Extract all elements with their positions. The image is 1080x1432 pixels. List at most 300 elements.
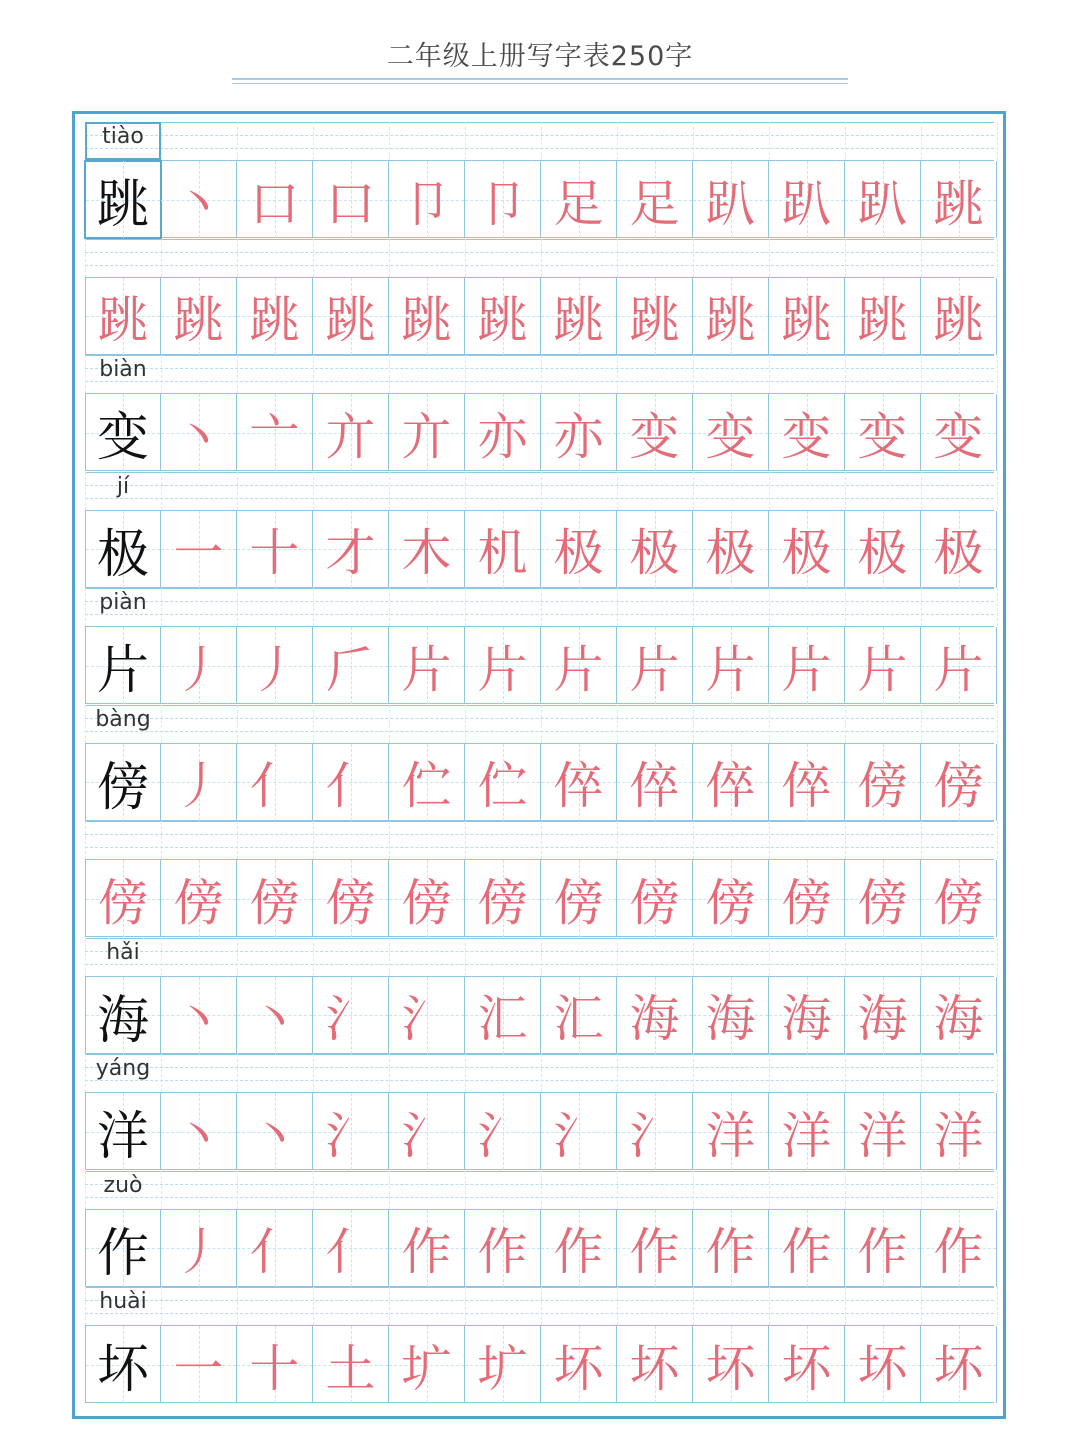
pinyin-guide-divider [465, 122, 466, 160]
pinyin-guide-divider [693, 1287, 694, 1325]
stroke-step-character: 作 [857, 1223, 908, 1281]
stroke-step-character: 口 [325, 174, 376, 233]
stroke-step-character: 丿 [173, 1223, 224, 1281]
pinyin-label: biàn [99, 357, 147, 382]
pinyin-guide-divider [693, 355, 694, 393]
stroke-step-character: 片 [477, 640, 528, 699]
stroke-step-character: 跳 [553, 291, 604, 349]
stroke-step-character: 极 [781, 524, 832, 582]
pinyin-guide-line [85, 1287, 994, 1288]
stroke-step-character: 丶 [249, 1106, 300, 1165]
stroke-step-cell [693, 278, 769, 355]
pinyin-guide-divider [161, 588, 162, 626]
pinyin-guide-line [85, 239, 994, 240]
pinyin-band [85, 705, 994, 743]
stroke-step-cell [617, 1326, 693, 1403]
pinyin-guide-divider [161, 472, 162, 510]
stroke-step-character: 极 [705, 524, 756, 582]
pinyin-guide-divider [161, 355, 162, 393]
pinyin-guide-divider [161, 122, 162, 160]
model-character: 跳 [96, 175, 149, 235]
stroke-step-cell [693, 394, 769, 471]
pinyin-guide-divider [541, 1054, 542, 1092]
stroke-step-character: 傍 [781, 873, 832, 932]
pinyin-guide-divider [313, 239, 314, 277]
pinyin-guide-line [85, 1067, 994, 1068]
stroke-step-character: 跳 [401, 291, 452, 349]
stroke-step-cell [921, 511, 997, 588]
pinyin-guide-divider [541, 239, 542, 277]
stroke-step-character: 坏 [857, 1339, 908, 1398]
stroke-step-character: 丿 [249, 640, 300, 699]
pinyin-guide-divider [465, 239, 466, 277]
pinyin-band [85, 1171, 994, 1209]
stroke-step-character: 海 [857, 990, 908, 1048]
stroke-step-cell [313, 1210, 389, 1287]
pinyin-guide-divider [997, 588, 998, 626]
writing-sheet [72, 111, 1006, 1419]
stroke-step-cell [313, 161, 389, 238]
stroke-step-character: 海 [705, 990, 756, 1048]
pinyin-guide-divider [237, 355, 238, 393]
pinyin-guide-divider [921, 1171, 922, 1209]
stroke-step-cell [845, 394, 921, 471]
stroke-step-cell [465, 394, 541, 471]
stroke-step-character: 跳 [933, 291, 984, 349]
stroke-step-cell [389, 744, 465, 821]
stroke-step-cell [161, 1093, 237, 1170]
pinyin-guide-divider [465, 355, 466, 393]
pinyin-guide-divider [465, 1054, 466, 1092]
pinyin-band [85, 355, 994, 393]
character-row [85, 821, 994, 937]
pinyin-guide-divider [541, 821, 542, 859]
stroke-step-cell [541, 1093, 617, 1170]
tianzige-grid [85, 1325, 994, 1403]
stroke-step-cell [617, 161, 693, 238]
stroke-step-cell [465, 1326, 541, 1403]
title-underline [232, 78, 848, 80]
stroke-step-character: 变 [781, 407, 832, 466]
pinyin-guide-divider [997, 938, 998, 976]
stroke-step-character: 跳 [477, 291, 528, 349]
stroke-step-cell [161, 1326, 237, 1403]
pinyin-band [85, 1287, 994, 1325]
pinyin-guide-divider [313, 122, 314, 160]
pinyin-guide-line [85, 705, 994, 706]
stroke-step-character: 坏 [933, 1339, 984, 1398]
pinyin-guide-divider [237, 1287, 238, 1325]
stroke-step-character: 十 [249, 1339, 300, 1398]
pinyin-guide-divider [693, 239, 694, 277]
stroke-step-character: 汇 [477, 990, 528, 1048]
pinyin-guide-divider [769, 821, 770, 859]
pinyin-guide-divider [237, 1054, 238, 1092]
stroke-step-character: 坏 [629, 1339, 680, 1398]
pinyin-guide-line [85, 472, 994, 473]
tianzige-grid [85, 626, 994, 704]
pinyin-guide-divider [769, 1287, 770, 1325]
pinyin-guide-divider [541, 705, 542, 743]
pinyin-label: bàng [95, 706, 151, 732]
stroke-step-character: 作 [553, 1223, 604, 1281]
model-character-cell [85, 1326, 161, 1403]
title-underline-thin [232, 83, 848, 84]
stroke-step-cell [769, 511, 845, 588]
stroke-step-character: 亻 [249, 1223, 300, 1281]
stroke-step-character: 丶 [173, 174, 224, 233]
stroke-step-character: 跳 [629, 291, 680, 349]
pinyin-guide-divider [693, 122, 694, 160]
stroke-step-character: 圹 [401, 1339, 452, 1398]
character-row [85, 1287, 994, 1403]
pinyin-guide-divider [237, 472, 238, 510]
pinyin-guide-divider [237, 239, 238, 277]
pinyin-guide-divider [921, 938, 922, 976]
pinyin-band [85, 239, 994, 277]
pinyin-guide-line [85, 588, 994, 589]
pinyin-guide-divider [921, 705, 922, 743]
stroke-step-cell [161, 394, 237, 471]
pinyin-guide-divider [997, 239, 998, 277]
stroke-step-cell [845, 627, 921, 704]
stroke-step-character: 傍 [857, 873, 908, 932]
stroke-step-cell [617, 511, 693, 588]
pinyin-guide-line [85, 951, 994, 952]
model-character: 作 [96, 1223, 149, 1284]
pinyin-guide-line [85, 355, 994, 356]
pinyin-guide-line [85, 964, 994, 965]
pinyin-guide-line [85, 1300, 994, 1301]
stroke-step-cell [465, 161, 541, 238]
stroke-step-character: 亣 [325, 407, 376, 466]
pinyin-guide-divider [541, 938, 542, 976]
stroke-step-cell [769, 1326, 845, 1403]
stroke-step-character: 坏 [553, 1339, 604, 1398]
character-row [85, 239, 994, 355]
stroke-step-character: 跳 [173, 291, 224, 349]
stroke-step-cell [769, 744, 845, 821]
stroke-step-cell [541, 394, 617, 471]
stroke-step-cell [389, 1210, 465, 1287]
stroke-step-character: 才 [325, 524, 376, 582]
pinyin-guide-line [85, 1054, 994, 1055]
pinyin-guide-divider [769, 1054, 770, 1092]
pinyin-label: zuò [103, 1172, 143, 1198]
pinyin-guide-divider [693, 821, 694, 859]
pinyin-guide-divider [693, 1171, 694, 1209]
stroke-step-character: 片 [933, 640, 984, 699]
stroke-step-character: 趴 [857, 174, 908, 233]
stroke-step-cell [769, 278, 845, 355]
stroke-step-cell [541, 1326, 617, 1403]
pinyin-guide-divider [617, 472, 618, 510]
pinyin-guide-divider [769, 239, 770, 277]
stroke-step-character: 片 [781, 640, 832, 699]
pinyin-guide-divider [617, 239, 618, 277]
pinyin-guide-divider [161, 239, 162, 277]
stroke-step-character: 亻 [249, 757, 300, 815]
character-row [85, 1054, 994, 1170]
pinyin-guide-divider [617, 705, 618, 743]
tianzige-grid [85, 277, 994, 355]
pinyin-guide-line [85, 252, 994, 253]
pinyin-guide-divider [997, 1287, 998, 1325]
pinyin-guide-divider [769, 122, 770, 160]
stroke-step-cell [541, 977, 617, 1054]
character-row [85, 122, 994, 238]
stroke-step-character: 傍 [173, 873, 224, 932]
stroke-step-character: 木 [401, 524, 452, 582]
stroke-step-character: 作 [781, 1223, 832, 1281]
stroke-step-cell [465, 977, 541, 1054]
pinyin-guide-divider [769, 588, 770, 626]
model-character: 海 [96, 990, 149, 1051]
stroke-step-character: 氵 [325, 1106, 376, 1165]
stroke-step-cell [389, 977, 465, 1054]
pinyin-guide-divider [313, 1054, 314, 1092]
stroke-step-cell [541, 627, 617, 704]
stroke-step-cell [389, 860, 465, 937]
stroke-step-cell [237, 744, 313, 821]
pinyin-guide-divider [389, 588, 390, 626]
stroke-step-cell [921, 1093, 997, 1170]
pinyin-guide-divider [693, 472, 694, 510]
pinyin-guide-divider [465, 938, 466, 976]
pinyin-guide-divider [617, 355, 618, 393]
pinyin-guide-line [85, 847, 994, 848]
stroke-step-cell [161, 278, 237, 355]
pinyin-guide-divider [617, 821, 618, 859]
pinyin-guide-divider [85, 239, 86, 277]
stroke-step-character: 作 [705, 1223, 756, 1281]
model-character-cell [85, 1093, 161, 1170]
stroke-step-cell [617, 1093, 693, 1170]
pinyin-guide-divider [465, 1171, 466, 1209]
character-row [85, 355, 994, 471]
pinyin-label: huài [99, 1289, 147, 1314]
pinyin-guide-line [85, 381, 994, 382]
stroke-step-character: 极 [553, 524, 604, 582]
stroke-step-character: 氵 [553, 1106, 604, 1165]
stroke-step-cell [237, 1210, 313, 1287]
stroke-step-character: 傍 [477, 873, 528, 932]
tianzige-grid [85, 976, 994, 1054]
stroke-step-character: 𠂆 [325, 640, 376, 699]
pinyin-guide-divider [237, 1171, 238, 1209]
tianzige-grid [85, 859, 994, 937]
pinyin-guide-divider [541, 588, 542, 626]
stroke-step-cell [237, 860, 313, 937]
stroke-step-cell [845, 860, 921, 937]
stroke-step-cell [617, 1210, 693, 1287]
pinyin-guide-divider [617, 122, 618, 160]
stroke-step-cell [389, 627, 465, 704]
stroke-step-character: 傍 [933, 757, 984, 815]
stroke-step-character: 跳 [325, 291, 376, 349]
pinyin-guide-divider [541, 1287, 542, 1325]
stroke-step-cell [465, 860, 541, 937]
pinyin-guide-divider [389, 1287, 390, 1325]
stroke-step-cell [921, 627, 997, 704]
stroke-step-character: 作 [933, 1223, 984, 1281]
stroke-step-cell [465, 1093, 541, 1170]
stroke-step-cell [161, 744, 237, 821]
stroke-step-cell [921, 744, 997, 821]
stroke-step-cell [921, 278, 997, 355]
pinyin-guide-divider [389, 122, 390, 160]
stroke-step-cell [237, 1326, 313, 1403]
stroke-step-cell [769, 161, 845, 238]
stroke-step-character: 作 [477, 1223, 528, 1281]
stroke-step-character: 伫 [477, 757, 528, 815]
model-character: 跳 [98, 291, 148, 349]
stroke-step-character: 跳 [705, 291, 756, 349]
stroke-step-cell [693, 161, 769, 238]
stroke-step-cell [313, 394, 389, 471]
stroke-step-character: 丿 [173, 757, 224, 815]
stroke-step-character: 极 [857, 524, 908, 582]
stroke-step-character: 氵 [401, 1106, 452, 1165]
pinyin-guide-divider [997, 1054, 998, 1092]
pinyin-guide-divider [313, 705, 314, 743]
stroke-step-cell [237, 278, 313, 355]
pinyin-guide-divider [389, 938, 390, 976]
stroke-step-cell [313, 744, 389, 821]
tianzige-grid [85, 160, 994, 238]
stroke-step-character: 趴 [781, 174, 832, 233]
pinyin-guide-line [85, 834, 994, 835]
model-character-cell [85, 977, 161, 1054]
stroke-step-character: 倅 [705, 757, 756, 815]
stroke-step-cell [313, 511, 389, 588]
pinyin-guide-divider [845, 588, 846, 626]
pinyin-guide-divider [161, 1171, 162, 1209]
stroke-step-cell [769, 1093, 845, 1170]
pinyin-guide-divider [617, 1054, 618, 1092]
stroke-step-character: 丿 [173, 640, 224, 699]
stroke-step-character: 傍 [401, 873, 452, 932]
stroke-step-cell [541, 511, 617, 588]
pinyin-guide-divider [997, 705, 998, 743]
pinyin-guide-line [85, 938, 994, 939]
stroke-step-character: 丶 [173, 407, 224, 466]
model-character: 傍 [98, 873, 148, 932]
stroke-step-cell [237, 511, 313, 588]
stroke-step-character: 汇 [553, 990, 604, 1048]
stroke-step-character: 傍 [857, 757, 908, 815]
pinyin-guide-divider [921, 1054, 922, 1092]
model-character-cell [85, 511, 161, 588]
stroke-step-character: 傍 [325, 873, 376, 932]
page-title: 二年级上册写字表250字 [386, 41, 694, 72]
stroke-step-cell [389, 278, 465, 355]
pinyin-guide-divider [465, 588, 466, 626]
pinyin-guide-divider [769, 355, 770, 393]
stroke-step-cell [465, 627, 541, 704]
pinyin-band [85, 938, 994, 976]
stroke-step-character: 跳 [781, 291, 832, 349]
pinyin-guide-divider [85, 821, 86, 859]
character-row [85, 938, 994, 1054]
pinyin-guide-divider [161, 705, 162, 743]
stroke-step-character: 一 [173, 1339, 224, 1398]
stroke-step-character: 跳 [857, 291, 908, 349]
stroke-step-cell [237, 977, 313, 1054]
pinyin-label: tiào [102, 124, 144, 149]
stroke-step-cell [693, 1210, 769, 1287]
pinyin-guide-line [85, 821, 994, 822]
pinyin-guide-divider [313, 821, 314, 859]
pinyin-guide-divider [389, 355, 390, 393]
stroke-step-character: 土 [325, 1339, 376, 1398]
stroke-step-cell [693, 977, 769, 1054]
stroke-step-cell [237, 161, 313, 238]
pinyin-guide-divider [617, 588, 618, 626]
pinyin-guide-divider [845, 705, 846, 743]
stroke-step-cell [541, 744, 617, 821]
pinyin-guide-line [85, 1080, 994, 1081]
stroke-step-character: 片 [629, 640, 680, 699]
pinyin-guide-line [85, 485, 994, 486]
pinyin-guide-divider [237, 588, 238, 626]
stroke-step-character: 氵 [325, 990, 376, 1048]
stroke-step-character: 亻 [325, 757, 376, 815]
pinyin-guide-divider [997, 122, 998, 160]
pinyin-guide-line [85, 718, 994, 719]
stroke-step-cell [921, 977, 997, 1054]
pinyin-guide-divider [541, 472, 542, 510]
pinyin-guide-divider [465, 472, 466, 510]
stroke-step-cell [237, 394, 313, 471]
pinyin-label: jí [116, 473, 130, 499]
model-character: 片 [96, 641, 149, 701]
pinyin-guide-divider [845, 472, 846, 510]
stroke-step-cell [541, 161, 617, 238]
pinyin-guide-divider [465, 821, 466, 859]
stroke-step-cell [921, 860, 997, 937]
stroke-step-cell [161, 627, 237, 704]
stroke-step-character: 洋 [857, 1106, 908, 1165]
pinyin-guide-line [85, 368, 994, 369]
pinyin-guide-divider [313, 355, 314, 393]
pinyin-guide-line [85, 731, 994, 732]
stroke-step-character: 洋 [781, 1106, 832, 1165]
pinyin-guide-divider [921, 355, 922, 393]
pinyin-guide-divider [845, 239, 846, 277]
stroke-step-cell [313, 1326, 389, 1403]
model-character: 变 [96, 408, 149, 468]
model-character-cell [85, 744, 161, 821]
pinyin-guide-divider [617, 1287, 618, 1325]
pinyin-guide-divider [313, 1287, 314, 1325]
pinyin-guide-divider [693, 588, 694, 626]
pinyin-guide-divider [769, 705, 770, 743]
stroke-step-cell [693, 1093, 769, 1170]
model-character-cell [85, 278, 161, 355]
stroke-step-cell [237, 627, 313, 704]
stroke-step-cell [389, 1093, 465, 1170]
pinyin-guide-divider [465, 705, 466, 743]
pinyin-guide-divider [769, 1171, 770, 1209]
stroke-step-cell [617, 278, 693, 355]
pinyin-guide-line [85, 614, 994, 615]
stroke-step-character: 极 [629, 524, 680, 582]
pinyin-band [85, 122, 994, 160]
stroke-step-character: 坏 [781, 1339, 832, 1398]
stroke-step-cell [693, 511, 769, 588]
stroke-step-character: 极 [933, 524, 984, 582]
